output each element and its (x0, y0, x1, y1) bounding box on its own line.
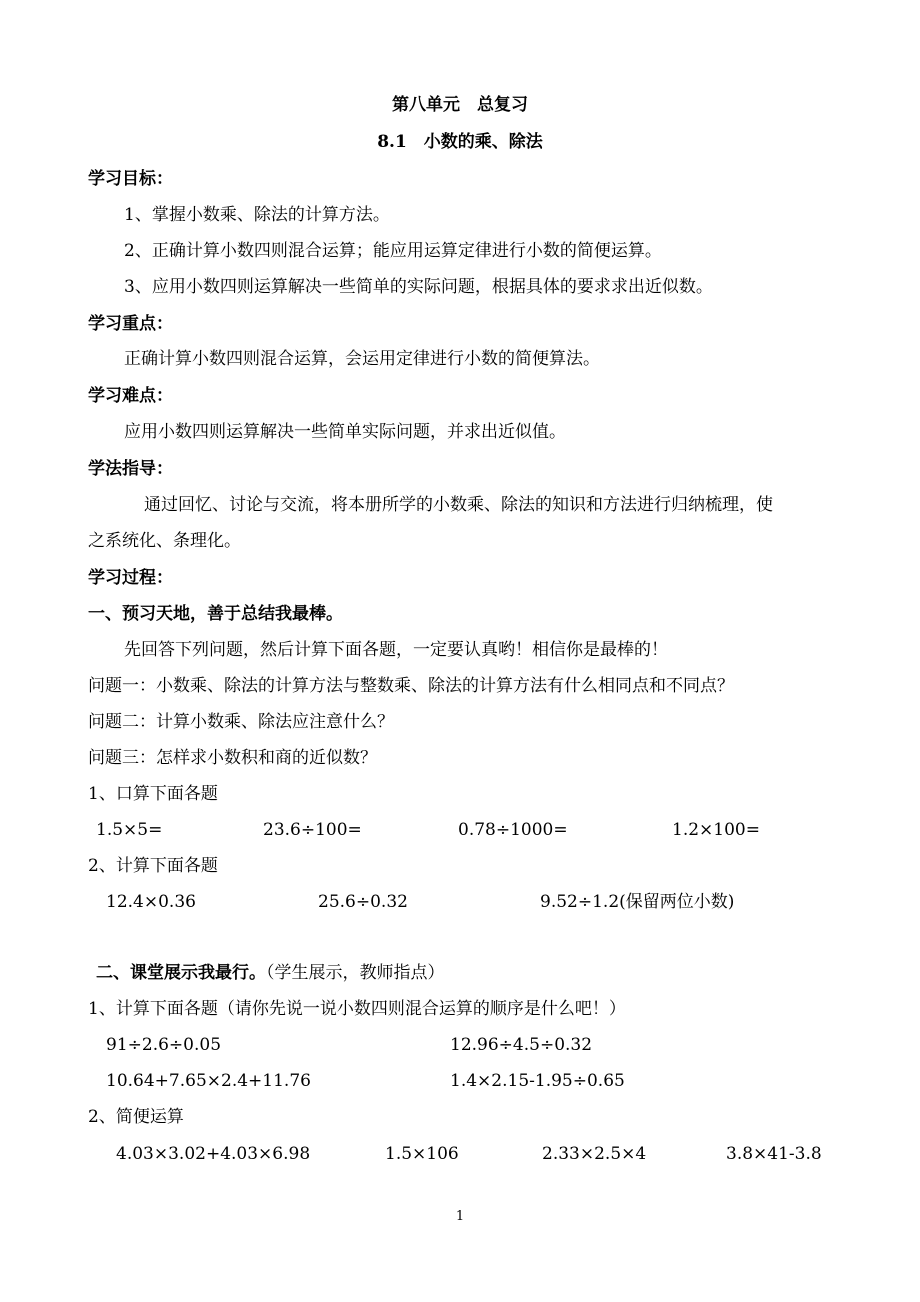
part2-heading-note: （学生展示，教师指点） (266, 963, 445, 983)
mixed-problem: 1.4×2.15-1.95÷0.65 (450, 1071, 625, 1091)
goals-heading: 学习目标： (88, 169, 173, 189)
goal-item-3: 3、应用小数四则运算解决一些简单的实际问题，根据具体的要求求出近似数。 (124, 277, 713, 297)
question-1: 问题一：小数乘、除法的计算方法与整数乘、除法的计算方法有什么相同点和不同点？ (88, 676, 734, 696)
simple-problem: 3.8×41-3.8 (726, 1144, 822, 1164)
simple-heading: 2、简便运算 (88, 1107, 184, 1127)
goal-item-1: 1、掌握小数乘、除法的计算方法。 (124, 205, 390, 225)
method-heading: 学法指导： (88, 459, 173, 479)
mixed-problem: 91÷2.6÷0.05 (106, 1035, 222, 1055)
simple-problem: 1.5×106 (385, 1144, 459, 1164)
part1-heading: 一、预习天地，善于总结我最棒。 (88, 604, 343, 624)
calc-problem: 12.4×0.36 (106, 892, 196, 912)
method-text-line1: 通过回忆、讨论与交流，将本册所学的小数乘、除法的知识和方法进行归纳梳理，使 (144, 495, 773, 515)
oral-heading: 1、口算下面各题 (88, 784, 218, 804)
difficulties-text: 应用小数四则运算解决一些简单实际问题，并求出近似值。 (124, 422, 566, 442)
oral-problem: 1.5×5= (96, 820, 163, 840)
calc-problem: 9.52÷1.2(保留两位小数) (540, 892, 735, 912)
difficulties-heading: 学习难点： (88, 386, 173, 406)
oral-problem: 1.2×100= (672, 820, 760, 840)
simple-problem: 4.03×3.02+4.03×6.98 (116, 1144, 311, 1164)
key-points-text: 正确计算小数四则混合运算，会运用定律进行小数的简便算法。 (124, 349, 600, 369)
oral-problem: 23.6÷100= (263, 820, 362, 840)
mixed-heading: 1、计算下面各题（请你先说一说小数四则混合运算的顺序是什么吧！） (88, 999, 626, 1019)
calc-heading: 2、计算下面各题 (88, 856, 218, 876)
goal-item-2: 2、正确计算小数四则混合运算；能应用运算定律进行小数的简便运算。 (124, 241, 662, 261)
question-2: 问题二：计算小数乘、除法应注意什么？ (88, 712, 394, 732)
mixed-problem: 12.96÷4.5÷0.32 (450, 1035, 593, 1055)
calc-problem: 25.6÷0.32 (318, 892, 408, 912)
key-points-heading: 学习重点： (88, 314, 173, 334)
simple-problem: 2.33×2.5×4 (542, 1144, 647, 1164)
page-title: 第八单元 总复习 (392, 95, 528, 115)
page-number: 1 (455, 1209, 465, 1224)
process-heading: 学习过程： (88, 568, 173, 588)
oral-problem: 0.78÷1000= (458, 820, 568, 840)
part1-intro: 先回答下列问题，然后计算下面各题，一定要认真哟！相信你是最棒的！ (124, 640, 668, 660)
part2-heading: 二、课堂展示我最行。 (96, 963, 266, 983)
page-subtitle: 8.1 小数的乘、除法 (377, 132, 543, 152)
mixed-problem: 10.64+7.65×2.4+11.76 (106, 1071, 311, 1091)
method-text-line2: 之系统化、条理化。 (88, 531, 241, 551)
question-3: 问题三：怎样求小数积和商的近似数？ (88, 748, 377, 768)
part2-heading-line (96, 962, 445, 984)
